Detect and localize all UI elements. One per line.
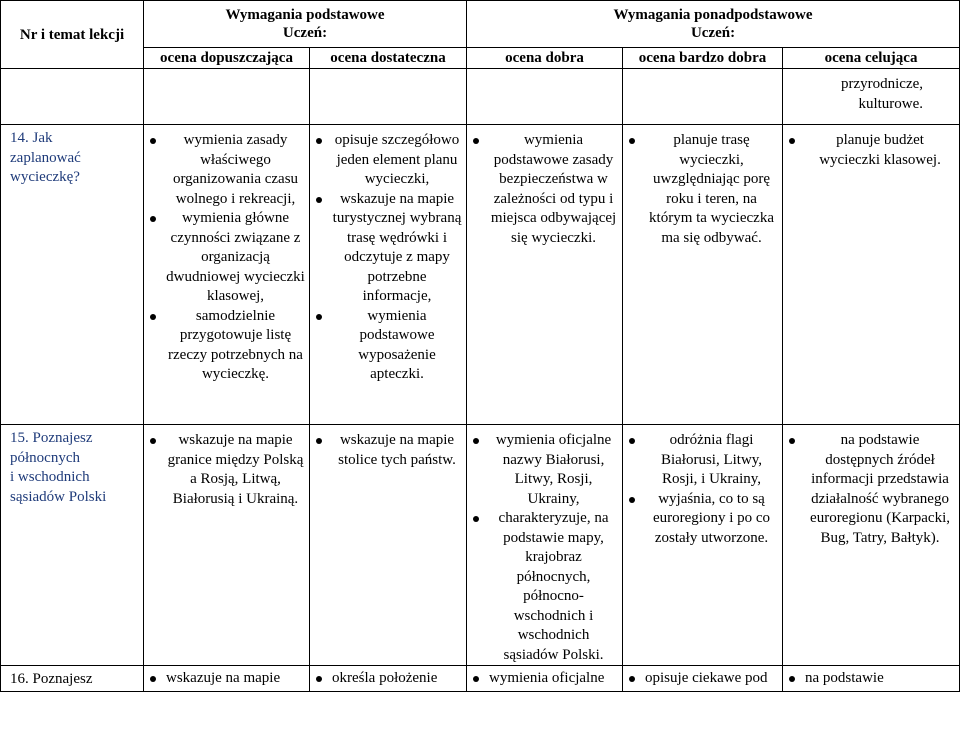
advanced-requirements-title: Wymagania ponadpodstawowe xyxy=(613,7,813,23)
requirement-item: wymienia podstawowe zasady bezpieczeństwa w zależności od typu i miejsca odbywającej się wycieczki. xyxy=(473,131,618,248)
table-row-lesson-16 xyxy=(1,666,960,692)
requirement-item: planuje budżet wycieczki klasowej. xyxy=(789,131,955,170)
lesson-title-cell xyxy=(1,125,144,425)
basic-requirements-header xyxy=(144,1,467,48)
basic-requirements-title: Wymagania podstawowe xyxy=(225,7,385,23)
grade-header-dobra: ocena dobra xyxy=(467,48,623,69)
cell-dostateczna xyxy=(310,125,467,425)
requirement-item: wymienia oficjalne nazwy Białorusi, Litwy, Rosji, Ukrainy, xyxy=(473,431,618,509)
requirement-item: opisuje ciekawe pod xyxy=(629,669,778,689)
requirement-item: wskazuje na mapie stolice tych państw. xyxy=(316,431,462,470)
cell-dobra xyxy=(467,125,623,425)
lesson-cell xyxy=(1,69,144,125)
requirement-item: wymienia podstawowe wyposażenie apteczki. xyxy=(316,307,462,385)
requirement-item: planuje trasę wycieczki, uwzględniając porę roku i teren, na którym ta wycieczka ma się odbywać. xyxy=(629,131,778,248)
lesson-title-line: zaplanować xyxy=(10,149,81,166)
cell-text-line: przyrodnicze, xyxy=(840,76,924,92)
lesson-title-line: i wschodnich xyxy=(10,469,90,485)
lesson-title-line: 15. Poznajesz xyxy=(10,430,93,446)
cell-bardzo-dobra xyxy=(623,425,783,666)
lesson-title-cell xyxy=(1,666,144,692)
lesson-title-line: sąsiadów Polski xyxy=(10,488,107,505)
lesson-column-label: Nr i temat lekcji xyxy=(19,26,125,43)
requirement-item: odróżnia flagi Białorusi, Litwy, Rosji, i Ukrainy, xyxy=(629,431,778,490)
table-row-continued xyxy=(1,69,960,125)
requirement-item: określa położenie xyxy=(316,669,462,689)
lesson-title-line: wycieczkę? xyxy=(10,169,80,185)
requirement-item: charakteryzuje, na podstawie mapy, krajobraz północnych, północno-wschodnich i wschodnich sąsiadów Polski. xyxy=(473,509,618,665)
cell-dostateczna xyxy=(310,425,467,666)
lesson-column-header xyxy=(1,1,144,69)
grade-header-dostateczna: ocena dostateczna xyxy=(310,48,467,69)
requirement-item: wskazuje na mapie xyxy=(150,669,305,689)
requirement-item: wymienia oficjalne xyxy=(473,669,618,689)
cell-dopuszczajaca xyxy=(144,125,310,425)
cell-dobra xyxy=(467,425,623,666)
cell-bardzo-dobra xyxy=(623,69,783,125)
grade-header-bardzo-dobra: ocena bardzo dobra xyxy=(623,48,783,69)
cell-dopuszczajaca xyxy=(144,666,310,692)
requirement-item: wymienia zasady właściwego organizowania czasu wolnego i rekreacji, xyxy=(150,131,305,209)
requirement-item: na podstawie xyxy=(789,669,955,689)
requirement-item: samodzielnie przygotowuje listę rzeczy potrzebnych na wycieczkę. xyxy=(150,307,305,385)
basic-requirements-subtitle: Uczeń: xyxy=(282,25,328,41)
lesson-title-line: północnych xyxy=(10,449,80,466)
cell-celujaca xyxy=(783,666,960,692)
cell-dobra xyxy=(467,666,623,692)
cell-dopuszczajaca xyxy=(144,69,310,125)
lesson-title-line: 16. Poznajesz xyxy=(10,671,93,687)
lesson-title-cell xyxy=(1,425,144,666)
requirement-item: wskazuje na mapie turystycznej wybraną trasę wędrówki i odczytuje z mapy potrzebne informacje, xyxy=(316,190,462,307)
cell-dopuszczajaca xyxy=(144,425,310,666)
requirement-item: opisuje szczegółowo jeden element planu wycieczki, xyxy=(316,131,462,190)
grade-header-celujaca: ocena celująca xyxy=(783,48,960,69)
requirement-item: wymienia główne czynności związane z organizacją dwudniowej wycieczki klasowej, xyxy=(150,209,305,307)
cell-celujaca xyxy=(783,425,960,666)
cell-celujaca xyxy=(783,125,960,425)
requirement-item: na podstawie dostępnych źródeł informacji przedstawia działalność wybranego euroregionu (Karpacki, Bug, Tatry, Bałtyk). xyxy=(789,431,955,548)
cell-celujaca xyxy=(783,69,960,125)
cell-dostateczna xyxy=(310,666,467,692)
table-row-lesson-14 xyxy=(1,125,960,425)
cell-text-line: kulturowe. xyxy=(858,95,924,112)
cell-dobra xyxy=(467,69,623,125)
cell-bardzo-dobra xyxy=(623,666,783,692)
grade-header-dopuszczajaca: ocena dopuszczająca xyxy=(144,48,310,69)
requirement-item: wskazuje na mapie granice między Polską a Rosją, Litwą, Białorusią i Ukrainą. xyxy=(150,431,305,509)
table-row-lesson-15 xyxy=(1,425,960,666)
requirement-item: wyjaśnia, co to są euroregiony i po co zostały utworzone. xyxy=(629,490,778,549)
advanced-requirements-header xyxy=(467,1,960,48)
advanced-requirements-subtitle: Uczeń: xyxy=(690,25,736,41)
lesson-title-line: 14. Jak xyxy=(10,130,53,146)
cell-dostateczna xyxy=(310,69,467,125)
cell-bardzo-dobra xyxy=(623,125,783,425)
